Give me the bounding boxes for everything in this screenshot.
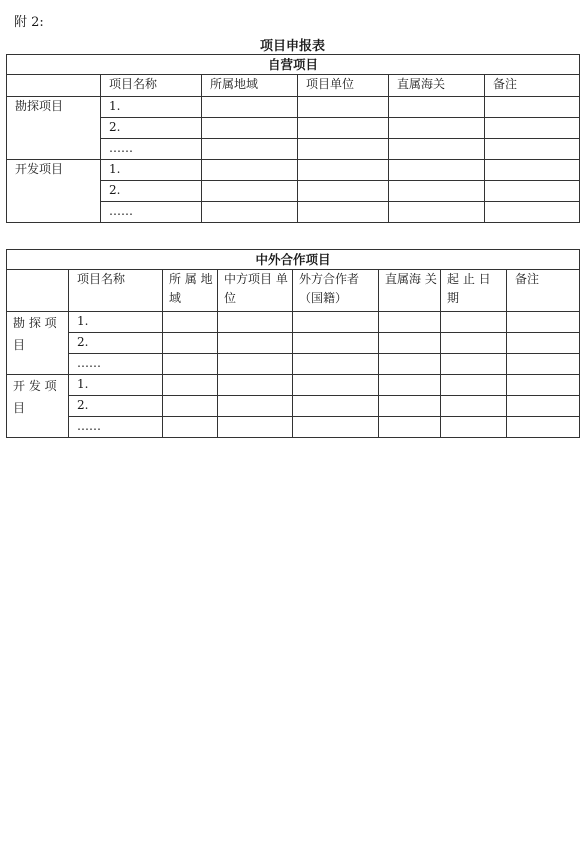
header-region: 所 属 地域 xyxy=(163,270,218,312)
empty-cell[interactable] xyxy=(379,417,441,438)
empty-cell[interactable] xyxy=(389,202,485,223)
empty-cell[interactable] xyxy=(218,375,293,396)
table-row xyxy=(7,417,580,438)
empty-cell[interactable] xyxy=(298,160,389,181)
header-project-name: 项目名称 xyxy=(101,75,202,97)
empty-cell[interactable] xyxy=(379,375,441,396)
empty-cell[interactable] xyxy=(163,312,218,333)
group-label-exploration: 勘探项目 xyxy=(7,97,101,160)
empty-cell[interactable] xyxy=(163,417,218,438)
empty-cell[interactable] xyxy=(293,375,379,396)
empty-cell[interactable] xyxy=(441,417,507,438)
row-number: 1. xyxy=(101,160,202,181)
header-empty xyxy=(7,270,69,312)
empty-cell[interactable] xyxy=(163,396,218,417)
table-row xyxy=(7,375,580,396)
empty-cell[interactable] xyxy=(507,375,580,396)
cooperation-table xyxy=(6,249,580,438)
empty-cell[interactable] xyxy=(298,97,389,118)
row-number: 2. xyxy=(101,181,202,202)
empty-cell[interactable] xyxy=(218,312,293,333)
empty-cell[interactable] xyxy=(163,333,218,354)
empty-cell[interactable] xyxy=(507,396,580,417)
row-ellipsis: …… xyxy=(101,139,202,160)
empty-cell[interactable] xyxy=(163,354,218,375)
empty-cell[interactable] xyxy=(202,139,298,160)
empty-cell[interactable] xyxy=(389,118,485,139)
empty-cell[interactable] xyxy=(163,375,218,396)
row-number: 1. xyxy=(101,97,202,118)
empty-cell[interactable] xyxy=(441,354,507,375)
empty-cell[interactable] xyxy=(218,333,293,354)
empty-cell[interactable] xyxy=(202,97,298,118)
empty-cell[interactable] xyxy=(293,354,379,375)
table-row xyxy=(7,396,580,417)
empty-cell[interactable] xyxy=(218,354,293,375)
self-operated-header-row xyxy=(7,75,580,97)
empty-cell[interactable] xyxy=(507,333,580,354)
empty-cell[interactable] xyxy=(485,118,580,139)
row-number: 2. xyxy=(101,118,202,139)
self-operated-table xyxy=(6,54,580,223)
header-project-unit: 项目单位 xyxy=(298,75,389,97)
empty-cell[interactable] xyxy=(298,202,389,223)
empty-cell[interactable] xyxy=(485,181,580,202)
table-row xyxy=(7,160,580,181)
table-row xyxy=(7,97,580,118)
empty-cell[interactable] xyxy=(293,312,379,333)
empty-cell[interactable] xyxy=(379,312,441,333)
empty-cell[interactable] xyxy=(202,202,298,223)
empty-cell[interactable] xyxy=(507,312,580,333)
empty-cell[interactable] xyxy=(485,160,580,181)
empty-cell[interactable] xyxy=(202,118,298,139)
header-customs: 直属海 关 xyxy=(379,270,441,312)
empty-cell[interactable] xyxy=(441,333,507,354)
empty-cell[interactable] xyxy=(202,160,298,181)
empty-cell[interactable] xyxy=(389,139,485,160)
group-label-development: 开发项目 xyxy=(7,160,101,223)
empty-cell[interactable] xyxy=(441,396,507,417)
empty-cell[interactable] xyxy=(293,417,379,438)
empty-cell[interactable] xyxy=(485,139,580,160)
header-customs: 直属海关 xyxy=(389,75,485,97)
self-operated-caption: 自营项目 xyxy=(7,55,580,75)
empty-cell[interactable] xyxy=(298,118,389,139)
empty-cell[interactable] xyxy=(293,396,379,417)
form-title: 项目申报表 xyxy=(259,39,325,54)
empty-cell[interactable] xyxy=(507,417,580,438)
row-number: 1. xyxy=(69,375,163,396)
table-row xyxy=(7,333,580,354)
group-label-development: 开 发 项 目 xyxy=(7,375,69,438)
cooperation-caption: 中外合作项目 xyxy=(7,250,580,270)
header-chinese-unit: 中方项目 单位 xyxy=(218,270,293,312)
header-foreign-partner: 外方合作者 （国籍） xyxy=(293,270,379,312)
header-remarks: 备注 xyxy=(507,270,580,312)
empty-cell[interactable] xyxy=(389,181,485,202)
empty-cell[interactable] xyxy=(441,375,507,396)
header-remarks: 备注 xyxy=(485,75,580,97)
empty-cell[interactable] xyxy=(202,181,298,202)
row-number: 1. xyxy=(69,312,163,333)
table-row xyxy=(7,354,580,375)
empty-cell[interactable] xyxy=(485,202,580,223)
empty-cell[interactable] xyxy=(379,396,441,417)
empty-cell[interactable] xyxy=(293,333,379,354)
empty-cell[interactable] xyxy=(507,354,580,375)
header-project-name: 项目名称 xyxy=(69,270,163,312)
empty-cell[interactable] xyxy=(379,333,441,354)
empty-cell[interactable] xyxy=(298,181,389,202)
header-empty xyxy=(7,75,101,97)
row-ellipsis: …… xyxy=(101,202,202,223)
empty-cell[interactable] xyxy=(379,354,441,375)
header-period: 起 止 日 期 xyxy=(441,270,507,312)
header-region: 所属地域 xyxy=(202,75,298,97)
row-number: 2. xyxy=(69,333,163,354)
row-ellipsis: …… xyxy=(69,417,163,438)
empty-cell[interactable] xyxy=(485,97,580,118)
empty-cell[interactable] xyxy=(218,417,293,438)
empty-cell[interactable] xyxy=(298,139,389,160)
empty-cell[interactable] xyxy=(389,160,485,181)
cooperation-header-row xyxy=(7,270,580,312)
row-number: 2. xyxy=(69,396,163,417)
empty-cell[interactable] xyxy=(441,312,507,333)
group-label-exploration: 勘 探 项 目 xyxy=(7,312,69,375)
empty-cell[interactable] xyxy=(389,97,485,118)
empty-cell[interactable] xyxy=(218,396,293,417)
table-row xyxy=(7,312,580,333)
attachment-label: 附 2: xyxy=(14,15,44,30)
row-ellipsis: …… xyxy=(69,354,163,375)
